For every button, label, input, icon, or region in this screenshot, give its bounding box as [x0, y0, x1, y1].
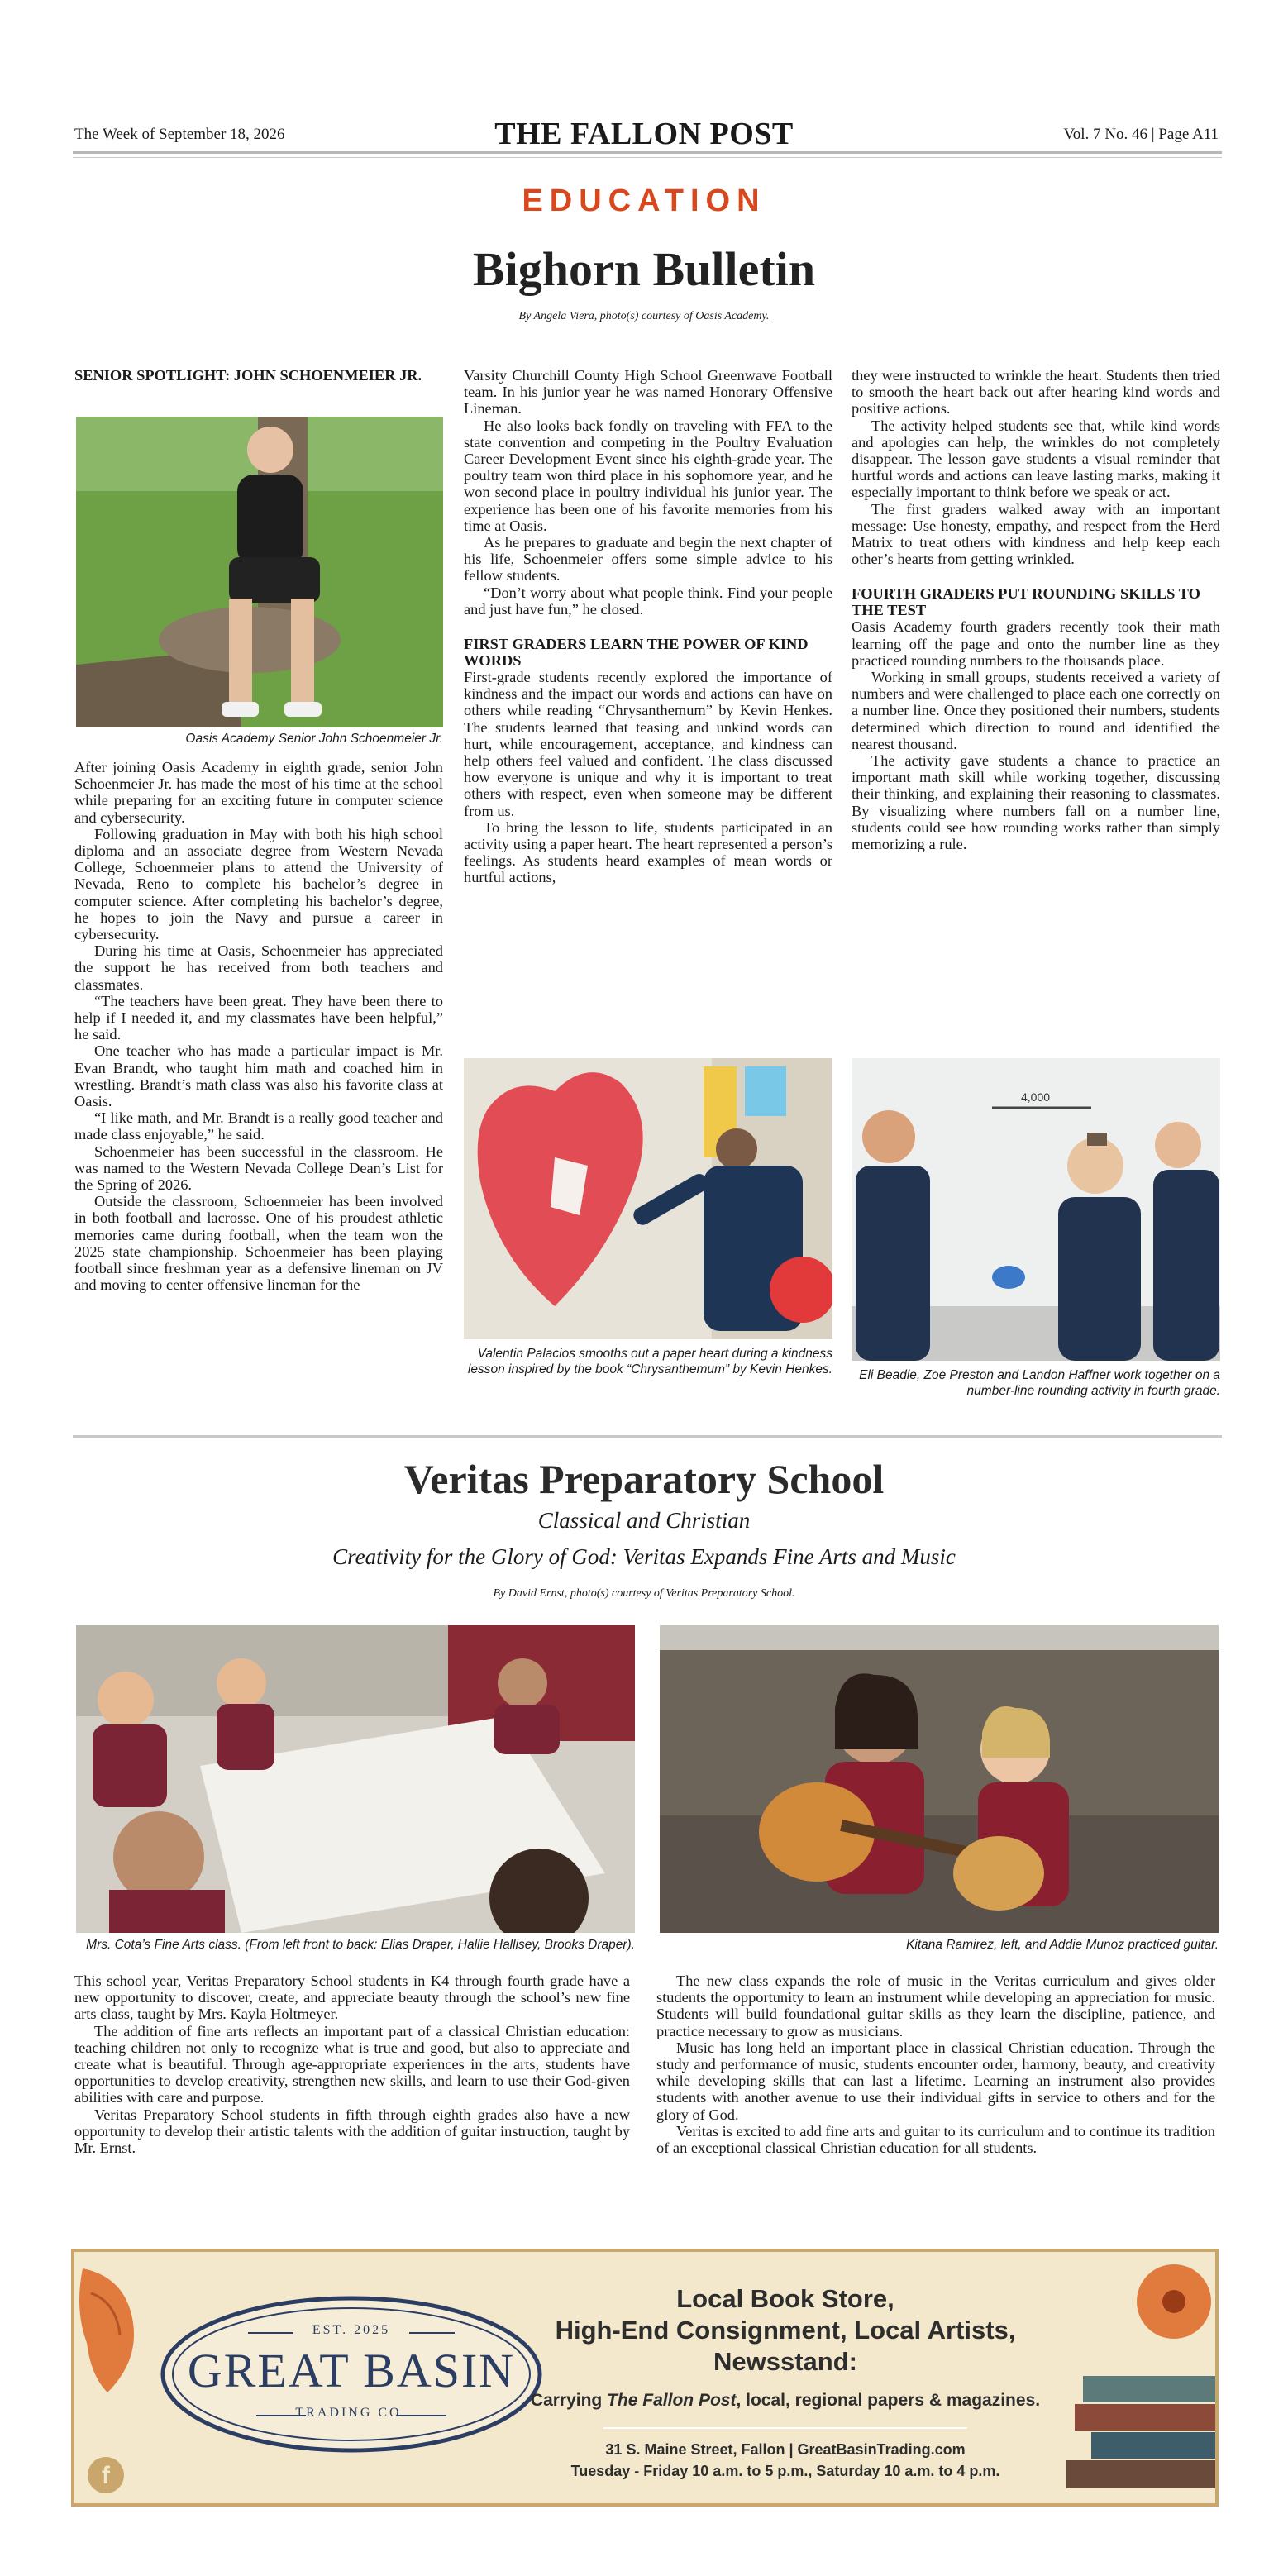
- ad-copy: [529, 2283, 1042, 2482]
- column-3: [852, 367, 1220, 852]
- senior-photo-caption: Oasis Academy Senior John Schoenmeier Jr.: [185, 732, 443, 746]
- senior-photo-illustration: [76, 417, 443, 727]
- whiteboard-photo: [852, 1058, 1220, 1361]
- paragraph: The activity helped students see that, while kind words and apologies can help, the wrinkles do not completely disappear. The lesson gave students a visual reminder that hurtful words and actions can leave lasting marks, making it especially important to think before we speak or act.: [852, 417, 1220, 501]
- great-basin-ad[interactable]: [71, 2249, 1219, 2507]
- paragraph: The new class expands the role of music in the Veritas curriculum and gives older students the opportunity to learn an instrument while developing an appreciation for music. Students will build foundational guitar skills as they learn the discipline, patience, and practice necessary to grow as musicians.: [656, 1973, 1215, 2039]
- heart-photo-caption: Valentin Palacios smooths out a paper heart during a kindness lesson inspired by the book “Chrysanthemum” by Kevin Henkes.: [467, 1347, 832, 1376]
- paragraph: Varsity Churchill County High School Greenwave Football team. In his junior year he was named Honorary Offensive Lineman.: [464, 367, 832, 417]
- ad-address[interactable]: 31 S. Maine Street, Fallon | GreatBasinTrading.com: [605, 2441, 966, 2458]
- school-subtitle: Classical and Christian: [537, 1508, 751, 1533]
- ad-rule: [603, 2427, 967, 2429]
- column-1: [74, 367, 443, 384]
- masthead-rule: [73, 151, 1222, 154]
- article2-headline: Creativity for the Glory of God: Veritas Expands Fine Arts and Music: [332, 1544, 956, 1569]
- guitar-photo-caption: Kitana Ramirez, left, and Addie Munoz practiced guitar.: [906, 1938, 1219, 1952]
- logo-sub: TRADING CO.: [295, 2406, 408, 2420]
- paragraph: Working in small groups, students received a variety of numbers and were challenged to place each one correctly on a number line. Once they positioned their numbers, students determined which direction to round and identified the nearest thousand.: [852, 669, 1220, 752]
- paragraph: During his time at Oasis, Schoenmeier has appreciated the support he has received from both teachers and classmates.: [74, 942, 443, 993]
- paragraph: “Don’t worry about what people think. Find your people and just have fun,” he closed.: [464, 584, 832, 618]
- paragraph: “I like math, and Mr. Brandt is a really good teacher and made class enjoyable,” he said.: [74, 1109, 443, 1143]
- rounding-heading: FOURTH GRADERS PUT ROUNDING SKILLS TO THE TEST: [852, 585, 1200, 619]
- paragraph: Veritas Preparatory School students in fifth through eighth grades also have a new opportunity to develop their artistic talents with the addition of guitar instruction, taught by Mr. Ernst.: [74, 2106, 630, 2157]
- paragraph: Veritas is excited to add fine arts and guitar to its curriculum and to continue its tradition of an exceptional classical Christian education for all students.: [656, 2122, 1215, 2157]
- paragraph: This school year, Veritas Preparatory School students in K4 through fourth grade have a new opportunity to discover, create, and appreciate beauty through the school’s new fine arts class, taught by Mrs. Kayla Holtmeyer.: [74, 1973, 630, 2023]
- spotlight-heading: SENIOR SPOTLIGHT: JOHN SCHOENMEIER JR.: [74, 367, 422, 384]
- ad-headline-line: Newsstand:: [713, 2347, 857, 2376]
- logo-name: GREAT BASIN: [187, 2344, 516, 2397]
- whiteboard-number: 4,000: [1021, 1090, 1051, 1104]
- paragraph: To bring the lesson to life, students participated in an activity using a paper heart. The heart represented a person’s feelings. As students heard examples of mean words or hurtful actions,: [464, 818, 832, 886]
- column-2: [464, 367, 832, 886]
- flower-icon: [74, 2252, 165, 2409]
- paragraph: Music has long held an important place in classical Christian education. Through the study and performance of music, students encounter order, harmony, beauty, and creativity while developing skills that can last a lifetime. Learning an instrument also provides students with another avenue to use their individual gifts in service to others and for the glory of God.: [656, 2039, 1215, 2123]
- guitar-photo-illustration: [660, 1625, 1219, 1933]
- paragraph: First-grade students recently explored the importance of kindness and the impact our words and actions can have on others while reading “Chrysanthemum” by Kevin Henkes. The students learned that teasing and unkind words can hurt, while encouragement, acceptance, and kindness can help others feel valued and confident. The class discussed how everyone is unique and why it is important to treat others with respect, even when someone may be different from us.: [464, 669, 832, 819]
- paragraph: Following graduation in May with both his high school diploma and an associate degree from Western Nevada College, Schoenmeier plans to attend the University of Nevada, Reno to complete his bachelor’s degree in computer science. After completing his bachelor’s degree, he hopes to join the Navy and pursue a career in cybersecurity.: [74, 825, 443, 943]
- section-label: EDUCATION: [522, 184, 766, 218]
- ad-headline-line: Local Book Store,: [676, 2284, 894, 2313]
- paragraph: The first graders walked away with an important message: Use honesty, empathy, and respect from the Herd Matrix to treat others with kindness and help keep each other’s hearts from getting wrinkled.: [852, 500, 1220, 568]
- ad-carrying: [529, 2389, 1042, 2412]
- fine-arts-photo-illustration: [76, 1625, 635, 1933]
- logo-est: EST. 2025: [312, 2323, 391, 2337]
- facebook-icon[interactable]: f: [88, 2457, 124, 2493]
- ad-carrying-title: The Fallon Post: [607, 2391, 737, 2410]
- paragraph: One teacher who has made a particular impact is Mr. Evan Brandt, who taught him math and coached him in wrestling. Brandt’s math class was also his favorite class at Oasis.: [74, 1042, 443, 1110]
- section-divider: [73, 1435, 1222, 1438]
- fine-arts-photo-caption: Mrs. Cota’s Fine Arts class. (From left front to back: Elias Draper, Hallie Hallisey, Brooks Draper).: [86, 1938, 635, 1952]
- ad-carrying-suffix: , local, regional papers & magazines.: [736, 2391, 1041, 2410]
- paragraph: After joining Oasis Academy in eighth grade, senior John Schoenmeier Jr. has made the most of his time at the school while preparing for an exciting future in computer science and cybersecurity.: [74, 759, 443, 826]
- fine-arts-photo: [76, 1625, 635, 1933]
- paragraph: Schoenmeier has been successful in the classroom. He was named to the Western Nevada College Dean’s List for the Spring of 2026.: [74, 1143, 443, 1194]
- masthead-rule-thin: [73, 157, 1222, 158]
- ad-hours: Tuesday - Friday 10 a.m. to 5 p.m., Saturday 10 a.m. to 4 p.m.: [570, 2463, 1000, 2479]
- ad-carrying-prefix: Carrying: [530, 2391, 608, 2410]
- guitar-photo: [660, 1625, 1219, 1933]
- paragraph: “The teachers have been great. They have been there to help if I needed it, and my classmates have been helpful,” he said.: [74, 992, 443, 1043]
- paragraph: He also looks back fondly on traveling with FFA to the state convention and competing in the Poultry Evaluation Career Development Event since his eighth-grade year. The poultry team won third place in his sophomore year, and he won second place in poultry individual his junior year. The experience has been one of his favorite memories from his time at Oasis.: [464, 417, 832, 534]
- column-1-body: [74, 759, 443, 1294]
- article-byline: By Angela Viera, photo(s) courtesy of Oasis Academy.: [518, 310, 770, 322]
- article-headline: Bighorn Bulletin: [472, 242, 816, 296]
- article2-byline: By David Ernst, photo(s) courtesy of Veritas Preparatory School.: [493, 1587, 795, 1600]
- ad-headline-line: High-End Consignment, Local Artists,: [555, 2316, 1016, 2345]
- paragraph: The activity gave students a chance to practice an important math skill while working together, discussing their thinking, and explaining their reasoning to classmates. By visualizing where numbers fall on a number line, students could see how rounding works rather than simply memorizing a rule.: [852, 752, 1220, 853]
- whiteboard-photo-caption: Eli Beadle, Zoe Preston and Landon Haffner work together on a number-line rounding activity in fourth grade.: [859, 1368, 1220, 1398]
- issue-date: The Week of September 18, 2026: [74, 126, 285, 143]
- paragraph: they were instructed to wrinkle the heart. Students then tried to smooth the heart back out after hearing kind words and positive actions.: [852, 367, 1220, 417]
- volume-page: Vol. 7 No. 46 | Page A11: [1063, 126, 1219, 143]
- paragraph: The addition of fine arts reflects an important part of a classical Christian education: teaching children not only to recognize what is true and good, but also to appreciate and create what is beautiful. Through age-appropriate experiences in the arts, students have opportunities to develop creativity, strengthen new skills, and learn to use their God-given abilities with care and purpose.: [74, 2022, 630, 2106]
- kind-words-heading: FIRST GRADERS LEARN THE POWER OF KIND WORDS: [464, 636, 809, 670]
- school-title: Veritas Preparatory School: [403, 1456, 885, 1502]
- paragraph: Oasis Academy fourth graders recently took their math learning off the page and onto the number line as they practiced rounding numbers to the thousands place.: [852, 618, 1220, 669]
- newspaper-title: THE FALLON POST: [494, 117, 794, 151]
- books-flower-icon: [1050, 2252, 1215, 2504]
- paragraph: Outside the classroom, Schoenmeier has been involved in both football and lacrosse. One of his proudest athletic memories came during football, when the team won the 2025 state championship. Schoenmeier has been playing football since freshman year as a defensive lineman on JV and moving to center offensive lineman for the: [74, 1193, 443, 1294]
- heart-photo: [464, 1058, 832, 1339]
- whiteboard-photo-illustration: [852, 1058, 1220, 1361]
- heart-photo-illustration: [464, 1058, 832, 1339]
- paragraph: As he prepares to graduate and begin the next chapter of his life, Schoenmeier offers some simple advice to his fellow students.: [464, 534, 832, 584]
- article2-right-column: [656, 1973, 1215, 2156]
- senior-photo: [76, 417, 443, 727]
- article2-left-column: [74, 1973, 630, 2156]
